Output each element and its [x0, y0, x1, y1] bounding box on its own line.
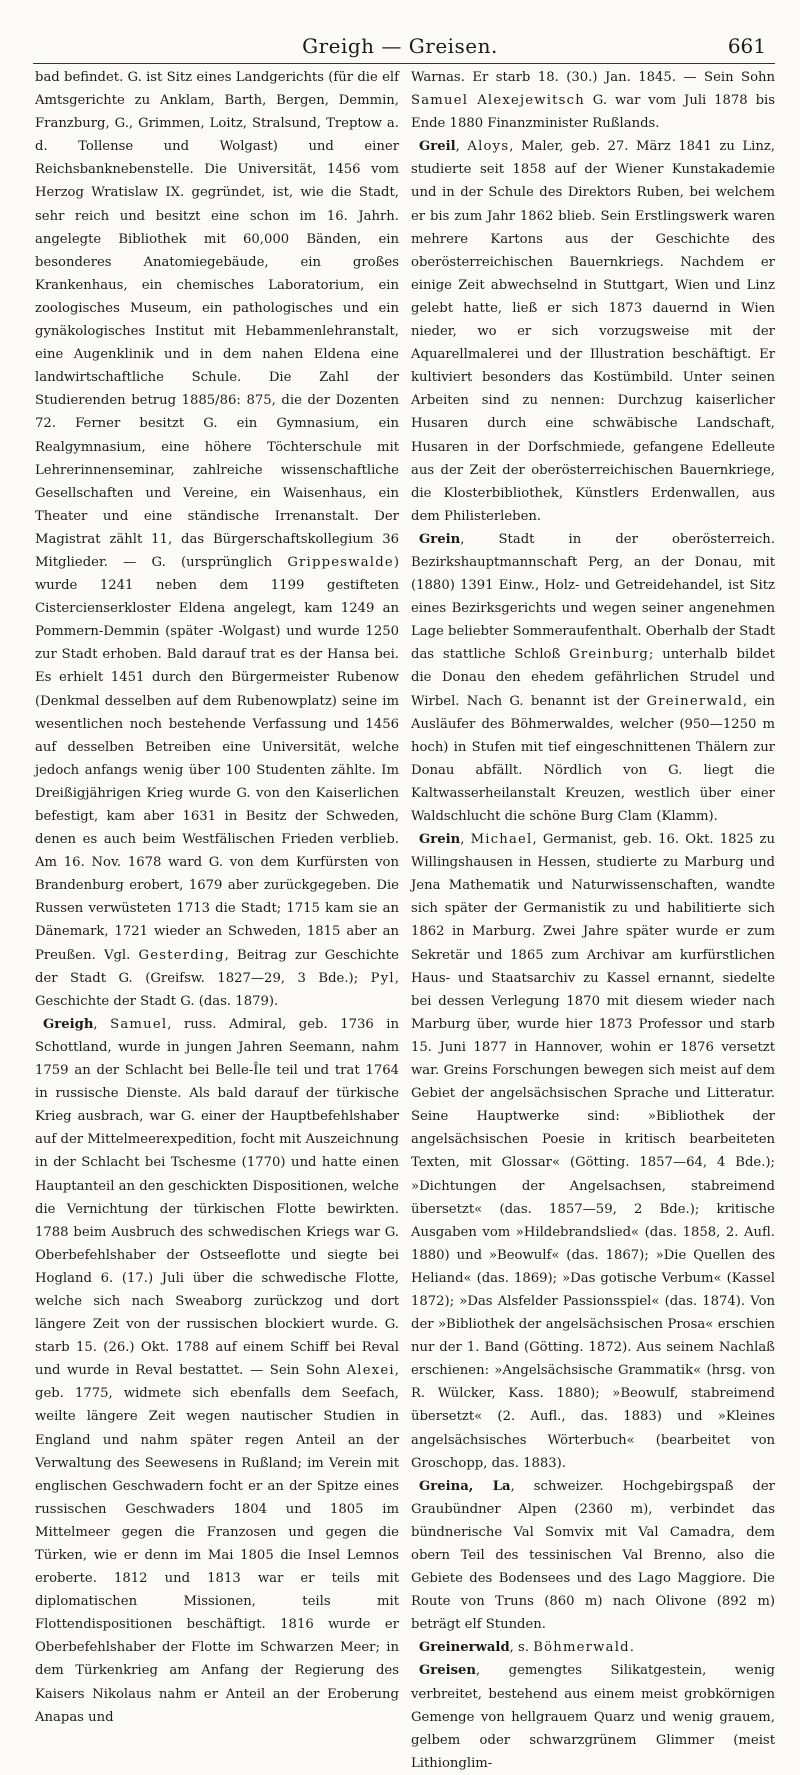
lexicon-entry [411, 528, 775, 828]
entry-text: , geb. 1775, widmete sich ebenfalls dem Seefach, weilte längere Zeit wegen nautischer Studien in England und nahm später regen Anteil an der Verwaltung des Seewesens in Rußland; im Verein mit englischen Geschwadern focht er an der Spitze eines russischen Geschwaders 1804 und 1805 im Mittelmeer gegen die Franzosen und gegen die Türken, wie er denn im Mai 1805 die Insel Lemnos eroberte. 1812 und 1813 war er teils mit diplomatischen Missionen, teils mit Flottendispositionen beschäftigt. 1816 wurde er Oberbefehlshaber der Flotte im Schwarzen Meer; in dem Türkenkrieg am Anfang der Regierung des Kaisers Nikolaus nahm er Anteil an der Eroberung Anapas und [35, 1363, 399, 1725]
spaced-name: Aloys [467, 139, 510, 155]
entry-continuation [411, 66, 775, 135]
spaced-name: Alexei [346, 1363, 395, 1379]
entry-text: bad befindet. G. ist Sitz eines Landgerichts (für die elf Amtsgerichte zu Anklam, Barth, Bergen, Demmin, Franzburg, G., Grimmen, Loitz, Stralsund, Treptow a. d. Tollense und Wolgast) und einer Reichsbanknebenstelle. Die Universität, 1456 vom Herzog Wratislaw IX. gegründet, ist, wie die Stadt, sehr reich und besitzt eine schon im 16. Jahrh. angelegte Bibliothek mit 60,000 Bänden, ein besonderes Anatomiegebäude, ein großes Krankenhaus, ein chemisches Laboratorium, ein zoologisches Museum, ein pathologisches und ein gynäkologisches Institut mit Hebammenlehranstalt, eine Augenklinik und in dem nahen Eldena eine landwirtschaftliche Schule. Die Zahl der Studierenden betrug 1885/86: 875, die der Dozenten 72. Ferner besitzt G. ein Gymnasium, ein Realgymnasium, eine höhere Töchterschule mit Lehrerinnenseminar, zahlreiche wissenschaftliche Gesellschaften und Vereine, ein Waisenhaus, ein Theater und eine ständische Irrenanstalt. Der Magistrat zählt 11, das Bürgerschaftskollegium 36 Mitglieder. — G. (ursprünglich [35, 70, 399, 570]
headword: Greisen [419, 1663, 477, 1679]
headword: Greinerwald [419, 1640, 510, 1656]
spaced-name: Samuel Alexejewitsch [411, 93, 585, 109]
spaced-name: Gesterding [138, 947, 225, 963]
spaced-name: Greinburg [569, 647, 649, 663]
page-header [0, 34, 800, 60]
entry-text: , Geschichte der Stadt G. (das. 1879). [35, 970, 399, 1009]
lexicon-entry [411, 1659, 775, 1774]
headword: Grein [419, 531, 461, 547]
entry-text: , [460, 832, 471, 848]
spaced-name: Böhmerwald [533, 1640, 630, 1656]
entry-text: , gemengtes Silikatgestein, wenig verbreitet, bestehend aus einem meist grobkörnigen Gemenge von hellgrauem Quarz und wenig grauem, gelbem oder schwarzgrünem Glimmer (meist Lithionglim- [411, 1663, 775, 1771]
entry-text: , Stadt in der oberösterreich. Bezirkshauptmannschaft Perg, an der Donau, mit (1880) 1391 Einw., Holz- und Getreidehandel, ist Sitz eines Bezirksgerichts und wegen seiner angenehmen Lage beliebter Sommeraufenthalt. Oberhalb der Stadt das stattliche Schloß [411, 531, 776, 663]
entry-text: , s. [509, 1640, 534, 1656]
entry-text: ) wurde 1241 neben dem 1199 gestifteten Cistercienserkloster Eldena angelegt, kam 1249 an Pommern-Demmin (später -Wolgast) und wurde 1250 zur Stadt erhoben. Bald darauf trat es der Hansa bei. Es erhielt 1451 durch den Bürgermeister Rubenow (Denkmal desselben auf dem Rubenowplatz) seine im wesentlichen noch bestehende Verfassung und 1456 auf desselben Betreiben eine Universität, welche jedoch anfangs wenig über 100 Studenten zählte. Im Dreißigjährigen Krieg wurde G. von den Kaiserlichen befestigt, kam aber 1631 in Besitz der Schweden, denen es auch beim Westfälischen Frieden verblieb. Am 16. Nov. 1678 ward G. von dem Kurfürsten von Brandenburg erobert, 1679 aber zurückgegeben. Die Russen verwüsteten 1713 die Stadt; 1715 kam sie an Dänemark, 1721 wieder an Schweden, 1815 aber an Preußen. Vgl. [35, 554, 399, 963]
spaced-name: Michael [470, 832, 533, 848]
entry-text: , schweizer. Hochgebirgspaß der Graubündner Alpen (2360 m), verbindet das bündnerische Val Somvix mit Val Camadra, dem obern Teil des tessinischen Val Brenno, also die Gebiete des Bodensees und des Lago Maggiore. Die Route von Truns (860 m) nach Olivone (892 m) beträgt elf Stunden. [411, 1478, 775, 1633]
lexicon-entry [411, 1475, 775, 1637]
entry-text: , Maler, geb. 27. März 1841 zu Linz, studierte seit 1858 auf der Wiener Kunstakademie und in der Schule des Direktors Ruben, bei welchem er bis zum Jahr 1862 blieb. Sein Erstlingswerk waren mehrere Kartons aus der Geschichte des oberösterreichischen Bauernkriegs. Nachdem er einige Zeit abwechselnd in Stuttgart, Wien und Linz gelebt hatte, ließ er sich 1873 dauernd in Wien nieder, wo er sich vorzugsweise mit der Aquarellmalerei und der Illustration beschäftigt. Er kultiviert besonders das Kostümbild. Unter seinen Arbeiten sind zu nennen: Durchzug kaiserlicher Husaren durch eine schwäbische Landschaft, Husaren in der Dorfschmiede, gefangene Edelleute aus der Zeit der oberösterreichischen Bauernkriege, die Klosterbibliothek, Künstlers Erdenwallen, aus dem Philisterleben. [411, 139, 775, 524]
header-rule [33, 63, 775, 64]
entry-continuation [35, 66, 399, 1013]
entry-text: , russ. Admiral, geb. 1736 in Schottland, wurde in jungen Jahren Seemann, nahm 1759 an der Schlacht bei Belle-Île teil und trat 1764 in russische Dienste. Als bald darauf der türkische Krieg ausbrach, war G. einer der Hauptbefehlshaber auf der Mittelmeerexpedition, focht mit Auszeichnung in der Schlacht bei Tschesme (1770) und hatte einen Hauptanteil an den geschickten Dispositionen, welche die Vernichtung der türkischen Flotte bewirkten. 1788 beim Ausbruch des schwedischen Kriegs war G. Oberbefehlshaber der Ostseeflotte und siegte bei Hogland 6. (17.) Juli über die schwedische Flotte, welche sich nach Sweaborg zurückzog und dort längere Zeit von der russischen blockiert wurde. G. starb 15. (26.) Okt. 1788 auf einem Schiff bei Reval und wurde in Reval bestattet. — Sein Sohn [35, 1016, 399, 1379]
right-column [411, 66, 775, 1775]
lexicon-entry [411, 1636, 775, 1659]
lexicon-entry [411, 135, 775, 528]
spaced-name: Grippeswalde [287, 554, 394, 570]
entry-text: Warnas. Er starb 18. (30.) Jan. 1845. — Sein Sohn [411, 70, 775, 85]
spaced-name: Samuel [110, 1016, 168, 1032]
page-number: 661 [727, 34, 766, 58]
entry-text: ; unterhalb bildet die Donau den ehedem gefährlichen Strudel und Wirbel. Nach G. benannt ist der [411, 647, 775, 709]
spaced-name: Greinerwald [646, 693, 743, 709]
lexicon-entry [35, 1013, 399, 1729]
headword: Greigh [43, 1016, 94, 1032]
entry-text: , [455, 139, 468, 155]
headword: Grein [419, 832, 461, 848]
running-head: Greigh — Greisen. [302, 34, 498, 58]
entry-text: , [93, 1016, 111, 1032]
left-column [35, 66, 399, 1729]
entry-text: , Germanist, geb. 16. Okt. 1825 zu Willingshausen in Hessen, studierte zu Marburg und Jena Mathematik und Naturwissenschaften, wandte sich später der Germanistik zu und habilitierte sich 1862 in Marburg. Zwei Jahre später wurde er zum Sekretär und 1865 zum Archivar am kurfürstlichen Haus- und Staatsarchiv zu Kassel ernannt, siedelte bei dessen Verlegung 1870 mit diesem wieder nach Marburg über, wurde hier 1873 Professor und starb 15. Juni 1877 in Hannover, wohin er 1876 versetzt war. Greins Forschungen bewegen sich meist auf dem Gebiet der angelsächsischen Sprache und Litteratur. Seine Hauptwerke sind: »Bibliothek der angelsächsischen Poesie in kritisch bearbeiteten Texten, mit Glossar« (Götting. 1857—64, 4 Bde.); »Dichtungen der Angelsachsen, stabreimend übersetzt« (das. 1857—59, 2 Bde.); kritische Ausgaben vom »Hildebrandslied« (das. 1858, 2. Aufl. 1880) und »Beowulf« (das. 1867); »Die Quellen des Heliand« (das. 1869); »Das gotische Verbum« (Kassel 1872); »Das Alsfelder Passionsspiel« (das. 1874). Von der »Bibliothek der angelsächsischen Prosa« erschien nur der 1. Band (Götting. 1872). Aus seinem Nachlaß erschienen: »Angelsächsische Grammatik« (hrsg. von R. Wülcker, Kass. 1880); »Beowulf, stabreimend übersetzt« (2. Aufl., das. 1883) und »Kleines angelsächsisches Wörterbuch« (bearbeitet von Groschopp, das. 1883). [411, 832, 775, 1471]
headword: Greil [419, 139, 456, 155]
spaced-name: Pyl [370, 970, 395, 986]
lexicon-entry [411, 828, 775, 1475]
entry-text: G. war vom Juli 1878 bis Ende 1880 Finanzminister Rußlands. [411, 93, 775, 132]
entry-text: , ein Ausläufer des Böhmerwaldes, welcher (950—1250 m hoch) in Stufen mit tief eingeschnittenen Thälern zur Donau abfällt. Nördlich von G. liegt die Kaltwasserheilanstalt Kreuzen, westlich über einer Waldschlucht die schöne Burg Clam (Klamm). [411, 693, 775, 824]
entry-text: , Beitrag zur Geschichte der Stadt G. (Greifsw. 1827—29, 3 Bde.); [35, 947, 399, 986]
headword: Greina, La [419, 1478, 511, 1494]
entry-text: . [629, 1640, 634, 1656]
